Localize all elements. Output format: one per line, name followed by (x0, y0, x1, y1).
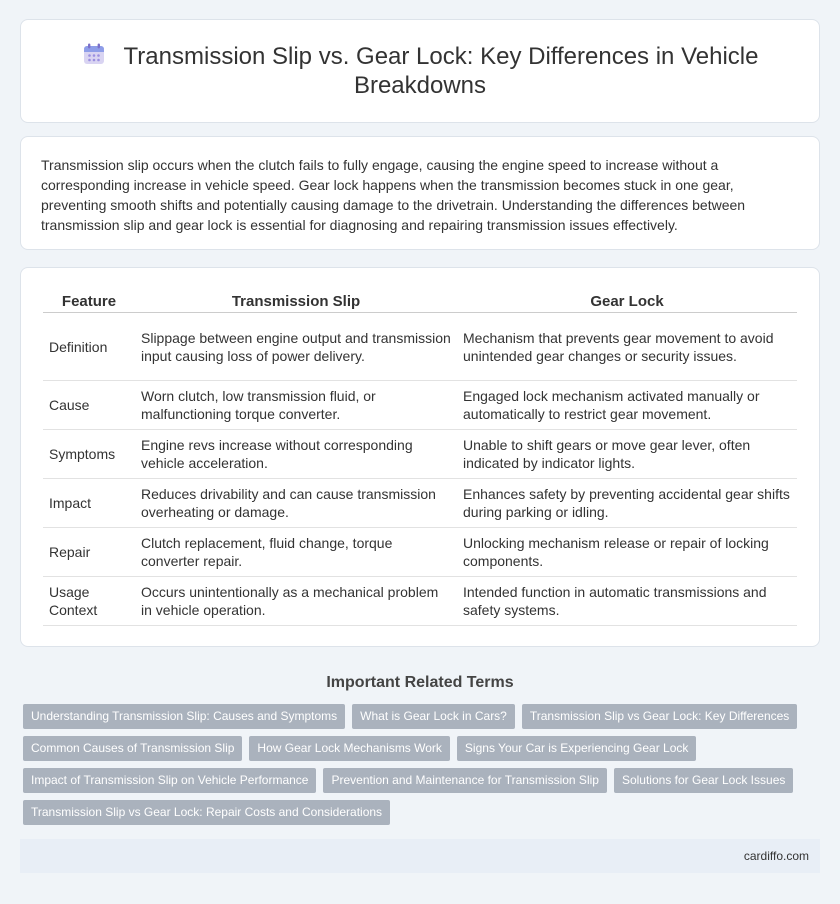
slip-cell: Worn clutch, low transmission fluid, or malfunctioning torque converter. (135, 381, 457, 430)
feature-cell: Symptoms (43, 430, 135, 479)
related-tag[interactable]: Understanding Transmission Slip: Causes and Symptoms (23, 704, 345, 729)
intro-card (20, 136, 820, 250)
related-tag[interactable]: How Gear Lock Mechanisms Work (249, 736, 450, 761)
intro-paragraph: Transmission slip occurs when the clutch fails to fully engage, causing the engine speed to increase without a corresponding increase in vehicle speed. Gear lock happens when the transmission becomes stuck in one gear, preventing smooth shifts and potentially causing damage to the drivetrain. Understanding the differences between transmission slip and gear lock is essential for diagnosing and repairing transmission issues effectively. (41, 157, 746, 233)
slip-cell: Reduces drivability and can cause transmission overheating or damage. (135, 479, 457, 528)
related-terms-title: Important Related Terms (326, 674, 514, 691)
feature-cell: Definition (43, 313, 135, 381)
table-row (43, 313, 797, 381)
slip-cell: Engine revs increase without corresponding vehicle acceleration. (135, 430, 457, 479)
footer-site-link[interactable]: cardiffo.com (743, 849, 809, 863)
table-row (43, 528, 797, 577)
feature-cell: Usage Context (43, 577, 135, 626)
table-row (43, 479, 797, 528)
comparison-table (43, 288, 797, 626)
slip-cell: Clutch replacement, fluid change, torque converter repair. (135, 528, 457, 577)
table-row (43, 577, 797, 626)
table-row (43, 430, 797, 479)
feature-cell: Repair (43, 528, 135, 577)
header-gear-lock: Gear Lock (457, 288, 797, 313)
table-header-row (43, 288, 797, 313)
footer (20, 839, 820, 873)
related-tag[interactable]: Signs Your Car is Experiencing Gear Lock (457, 736, 696, 761)
slip-cell: Slippage between engine output and transmission input causing loss of power delivery. (135, 313, 457, 381)
related-tag[interactable]: Transmission Slip vs Gear Lock: Repair Costs and Considerations (23, 800, 390, 825)
slip-cell: Occurs unintentionally as a mechanical problem in vehicle operation. (135, 577, 457, 626)
page-title (61, 42, 779, 100)
header-card (20, 19, 820, 123)
related-tag[interactable]: Transmission Slip vs Gear Lock: Key Differences (522, 704, 797, 729)
related-tag[interactable]: Prevention and Maintenance for Transmission Slip (323, 768, 606, 793)
gear-lock-cell: Unable to shift gears or move gear lever, often indicated by indicator lights. (457, 430, 797, 479)
gear-lock-cell: Engaged lock mechanism activated manually or automatically to restrict gear movement. (457, 381, 797, 430)
calendar-icon (82, 42, 106, 66)
gear-lock-cell: Mechanism that prevents gear movement to avoid unintended gear changes or security issues. (457, 313, 797, 381)
page-title-text: Transmission Slip vs. Gear Lock: Key Differences in Vehicle Breakdowns (123, 43, 759, 99)
related-tag[interactable]: Common Causes of Transmission Slip (23, 736, 242, 761)
feature-cell: Impact (43, 479, 135, 528)
gear-lock-cell: Unlocking mechanism release or repair of locking components. (457, 528, 797, 577)
gear-lock-cell: Enhances safety by preventing accidental gear shifts during parking or idling. (457, 479, 797, 528)
related-tag[interactable]: Impact of Transmission Slip on Vehicle Performance (23, 768, 316, 793)
feature-cell: Cause (43, 381, 135, 430)
related-tag[interactable]: What is Gear Lock in Cars? (352, 704, 515, 729)
header-feature: Feature (43, 288, 135, 313)
table-row (43, 381, 797, 430)
gear-lock-cell: Intended function in automatic transmissions and safety systems. (457, 577, 797, 626)
comparison-card (20, 267, 820, 647)
related-tag[interactable]: Solutions for Gear Lock Issues (614, 768, 793, 793)
header-transmission-slip: Transmission Slip (135, 288, 457, 313)
related-tags (20, 704, 820, 832)
